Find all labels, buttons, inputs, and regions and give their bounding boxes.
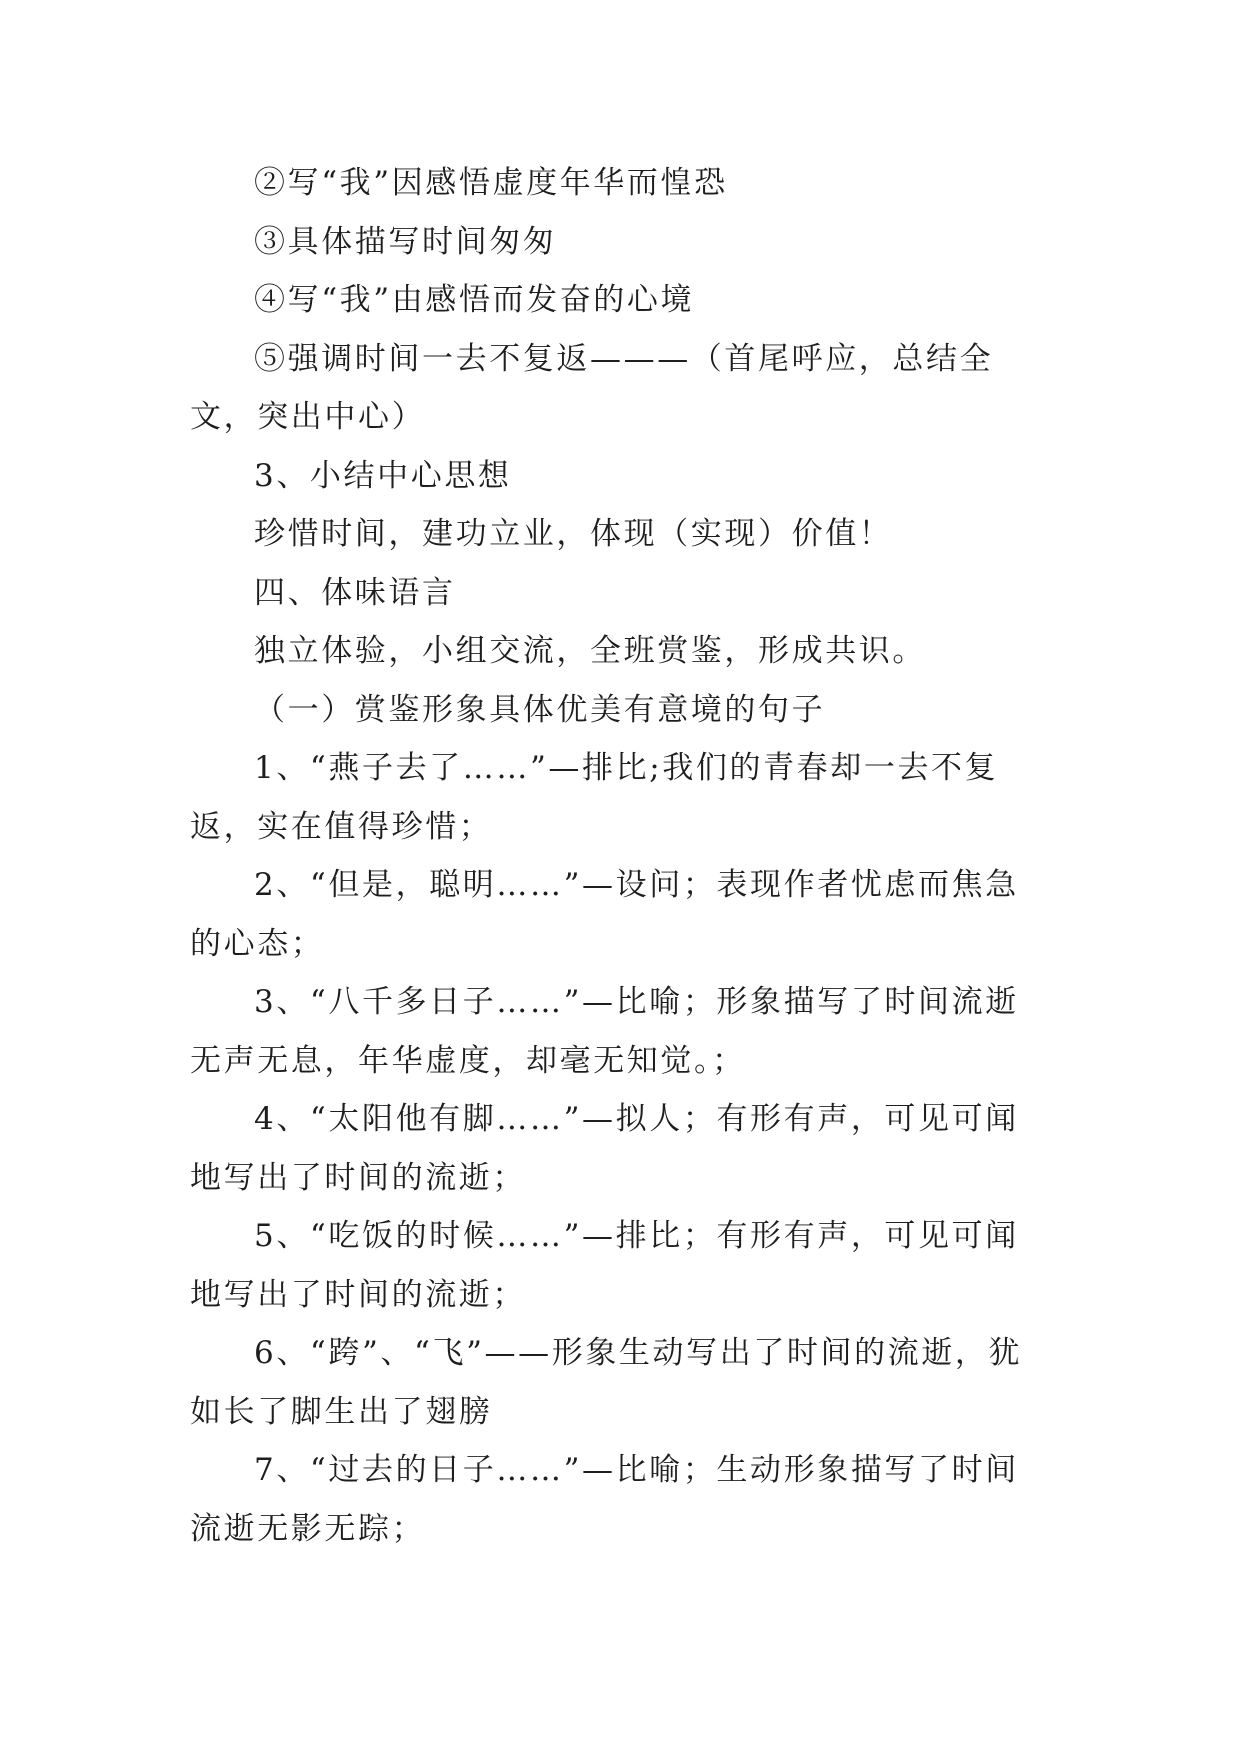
paragraph-7: 四、体味语言	[254, 574, 456, 611]
document-body	[190, 154, 1050, 1558]
paragraph-14: 5、“吃饭的时候……”—排比；有形有声，可见可闻地写出了时间的流逝；	[190, 1218, 1019, 1313]
paragraph-1: ②写“我”因感悟虚度年华而惶恐	[254, 165, 728, 201]
paragraph-4: ⑤强调时间一去不复返———（首尾呼应，总结全文，突出中心）	[190, 340, 994, 435]
paragraph-11: 2、“但是，聪明……”—设问；表现作者忧虑而焦急的心态；	[190, 867, 1019, 962]
paragraph-5: 3、小结中心思想	[254, 457, 512, 494]
paragraph-16: 7、“过去的日子……”—比喻；生动形象描写了时间流逝无影无踪；	[190, 1452, 1019, 1547]
paragraph-3: ④写“我”由感悟而发奋的心境	[254, 282, 695, 318]
paragraph-12: 3、“八千多日子……”—比喻；形象描写了时间流逝无声无息，年华虚度，却毫无知觉。；	[190, 984, 1019, 1079]
paragraph-13: 4、“太阳他有脚……”—拟人；有形有声，可见可闻地写出了时间的流逝；	[190, 1101, 1019, 1196]
paragraph-9: （一）赏鉴形象具体优美有意境的句子	[254, 691, 826, 728]
paragraph-2: ③具体描写时间匆匆	[254, 223, 557, 260]
paragraph-10: 1、“燕子去了……”—排比;我们的青春却一去不复返，实在值得珍惜；	[190, 750, 999, 845]
paragraph-6: 珍惜时间，建功立业，体现（实现）价值！	[254, 516, 893, 552]
paragraph-15: 6、“跨”、“飞”——形象生动写出了时间的流逝，犹如长了脚生出了翅膀	[190, 1335, 1023, 1430]
paragraph-8: 独立体验，小组交流，全班赏鉴，形成共识。	[254, 633, 926, 669]
